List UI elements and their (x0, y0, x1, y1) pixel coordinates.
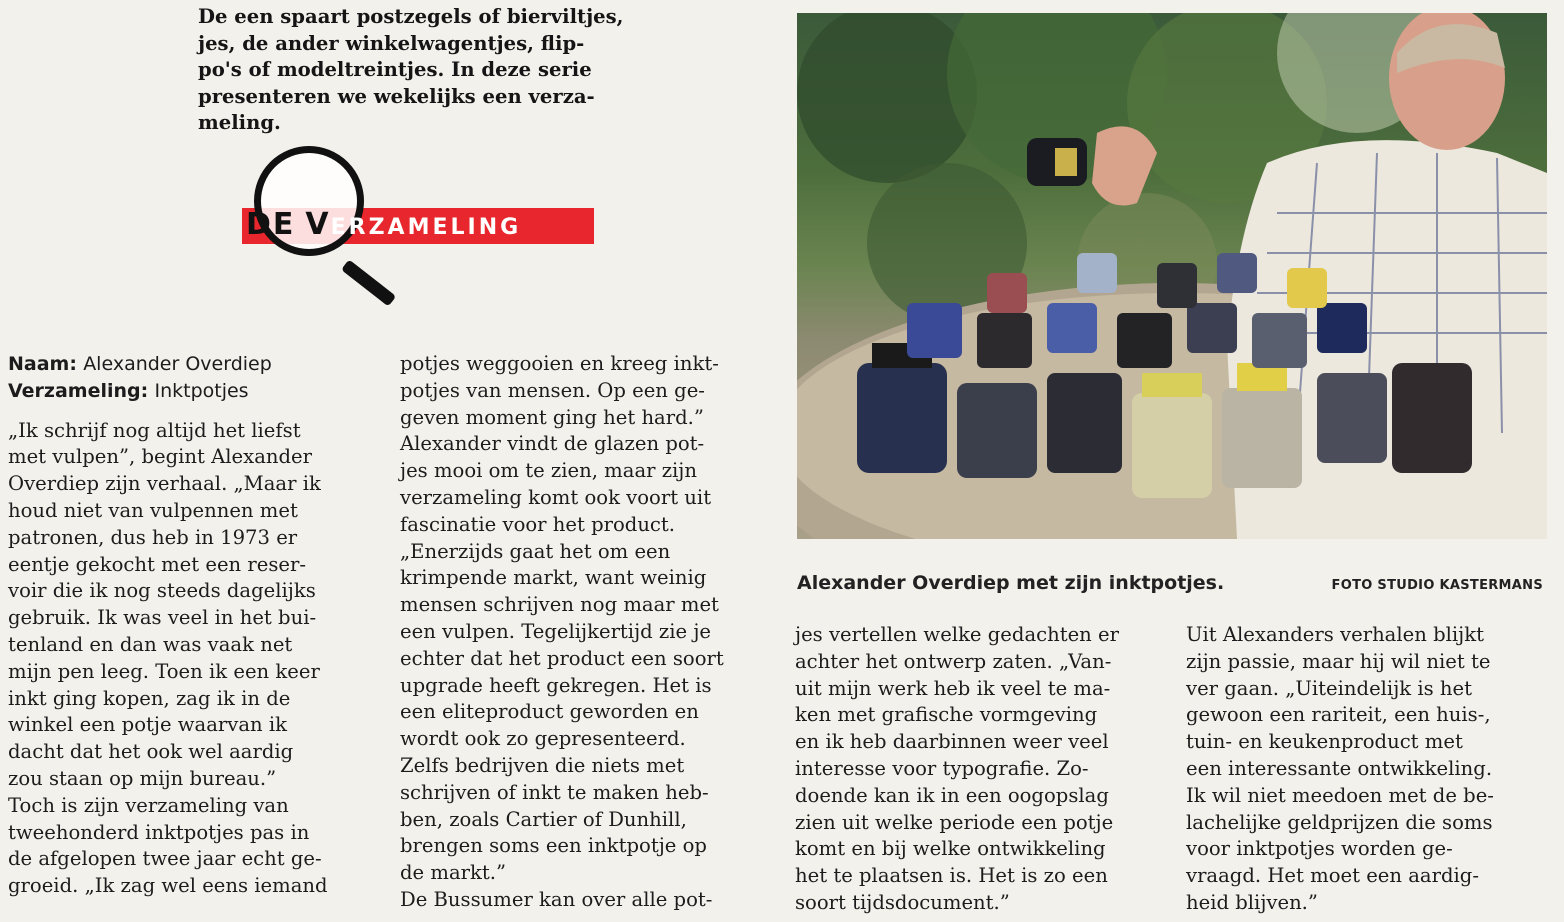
article-line: potjes van mensen. Op een ge- (400, 378, 705, 402)
article-line: mijn pen leeg. Toen ik een keer (8, 659, 320, 683)
collection-value: Inktpotjes (154, 379, 249, 402)
article-column-1 (8, 351, 383, 900)
intro-line: De een spaart postzegels of bierviltjes, (198, 5, 624, 28)
article-line: eentje gekocht met een reser- (8, 552, 307, 576)
article-line: „Enerzijds gaat het om een (400, 539, 671, 563)
article-line: De Bussumer kan over alle pot- (400, 887, 713, 911)
article-line: winkel een potje waarvan ik (8, 713, 288, 737)
article-line: uit mijn werk heb ik veel te ma- (795, 676, 1111, 700)
article-line: Overdiep zijn verhaal. „Maar ik (8, 472, 321, 496)
profile-collection (8, 378, 383, 405)
intro-line: jes, de ander winkelwagentjes, flip- (198, 31, 585, 55)
article-line: brengen soms een inktpotje op (400, 834, 707, 858)
article-line: jes vertellen welke gedachten er (795, 623, 1119, 646)
article-line: houd niet van vulpennen met (8, 498, 298, 522)
article-line: lachelijke geldprijzen die soms (1186, 810, 1493, 834)
article-line: schrijven of inkt te maken heb- (400, 780, 709, 804)
article-line: Ik wil niet meedoen met de be- (1186, 783, 1494, 807)
article-line: met vulpen”, begint Alexander (8, 445, 312, 469)
article-line: geven moment ging het hard.” (400, 405, 704, 429)
article-line: een interessante ontwikkeling. (1186, 756, 1493, 780)
article-line: jes mooi om te zien, maar zijn (400, 459, 698, 483)
article-line: voir die ik nog steeds dagelijks (8, 579, 316, 603)
article-line: mensen schrijven nog maar met (400, 593, 719, 617)
logo-title (246, 206, 521, 244)
article-line: tenland en dan was vaak net (8, 632, 293, 656)
article-line: Zelfs bedrijven die niets met (400, 753, 685, 777)
article-line: upgrade heeft gekregen. Het is (400, 673, 712, 697)
profile-name (8, 351, 383, 378)
article-line: groeid. „Ik zag wel eens iemand (8, 874, 328, 898)
intro-line: po's of modeltreintjes. In deze serie (198, 58, 592, 81)
article-line: ver gaan. „Uiteindelijk is het (1186, 676, 1473, 700)
series-logo (240, 146, 600, 306)
name-value: Alexander Overdiep (83, 353, 272, 375)
article-line: Toch is zijn verzameling van (8, 793, 289, 817)
article-line: ben, zoals Cartier of Dunhill, (400, 807, 687, 831)
logo-letter-v: V (305, 207, 331, 242)
article-line: interesse voor typografie. Zo- (795, 756, 1089, 780)
article-line: gebruik. Ik was veel in het bui- (8, 606, 317, 630)
article-line: en ik heb daarbinnen weer veel (795, 730, 1109, 754)
photo-credit: FOTO STUDIO KASTERMANS (1331, 578, 1543, 593)
caption-text: Alexander Overdiep met zijn inktpotjes. (797, 572, 1225, 594)
photo-caption (797, 572, 1547, 598)
article-photo (797, 13, 1547, 539)
article-line: vraagd. Het moet een aardig- (1186, 864, 1479, 888)
article-line: soort tijdsdocument.” (795, 890, 1010, 914)
magnifier-handle (341, 259, 396, 306)
article-line: zijn passie, maar hij wil niet te (1186, 649, 1491, 673)
article-line: het te plaatsen is. Het is zo een (795, 864, 1108, 888)
article-line: Uit Alexanders verhalen blijkt (1186, 623, 1484, 646)
article-line: krimpende markt, want weinig (400, 566, 707, 590)
article-line: zien uit welke periode een potje (795, 810, 1114, 834)
article-line: tweehonderd inktpotjes pas in (8, 820, 310, 844)
article-line: doende kan ik in een oogopslag (795, 783, 1109, 807)
article-line: voor inktpotjes worden ge- (1186, 837, 1453, 861)
article-line: komt en bij welke ontwikkeling (795, 837, 1106, 861)
article-line: achter het ontwerp zaten. „Van- (795, 649, 1112, 673)
article-line: gewoon een rariteit, een huis-, (1186, 703, 1491, 727)
article-column-4 (1186, 622, 1561, 917)
article-line: patronen, dus heb in 1973 er (8, 525, 298, 549)
article-line: de afgelopen twee jaar echt ge- (8, 847, 322, 871)
intro-text (198, 4, 648, 137)
article-column-2 (400, 351, 775, 914)
intro-line: presenteren we wekelijks een verza- (198, 84, 595, 108)
article-column-3 (795, 622, 1170, 917)
article-line: Alexander vindt de glazen pot- (400, 432, 705, 456)
article-line: de markt.” (400, 861, 506, 885)
article-line: ken met grafische vormgeving (795, 703, 1098, 727)
article-line: tuin- en keukenproduct met (1186, 730, 1463, 754)
article-line: een vulpen. Tegelijkertijd zie je (400, 619, 712, 643)
intro-line: meling. (198, 111, 281, 134)
article-line: zou staan op mijn bureau.” (8, 766, 277, 790)
article-line: een eliteproduct geworden en (400, 700, 699, 724)
article-line: potjes weggooien en kreeg inkt- (400, 352, 719, 375)
article-line: dacht dat het ook wel aardig (8, 740, 294, 764)
article-line: verzameling komt ook voort uit (400, 485, 712, 509)
article-line: fascinatie voor het product. (400, 512, 676, 536)
article-line: wordt ook zo gepresenteerd. (400, 727, 686, 751)
article-line: „Ik schrijf nog altijd het liefst (8, 418, 301, 442)
collection-label: Verzameling: (8, 379, 149, 402)
article-line: heid blijven.” (1186, 890, 1318, 914)
logo-word-de: DE (246, 207, 296, 242)
article-line: inkt ging kopen, zag ik in de (8, 686, 291, 710)
photo-illustration (797, 13, 1547, 539)
logo-word-erzameling: ERZAMELING (330, 215, 522, 240)
article-line: echter dat het product een soort (400, 646, 724, 670)
name-label: Naam: (8, 353, 77, 375)
